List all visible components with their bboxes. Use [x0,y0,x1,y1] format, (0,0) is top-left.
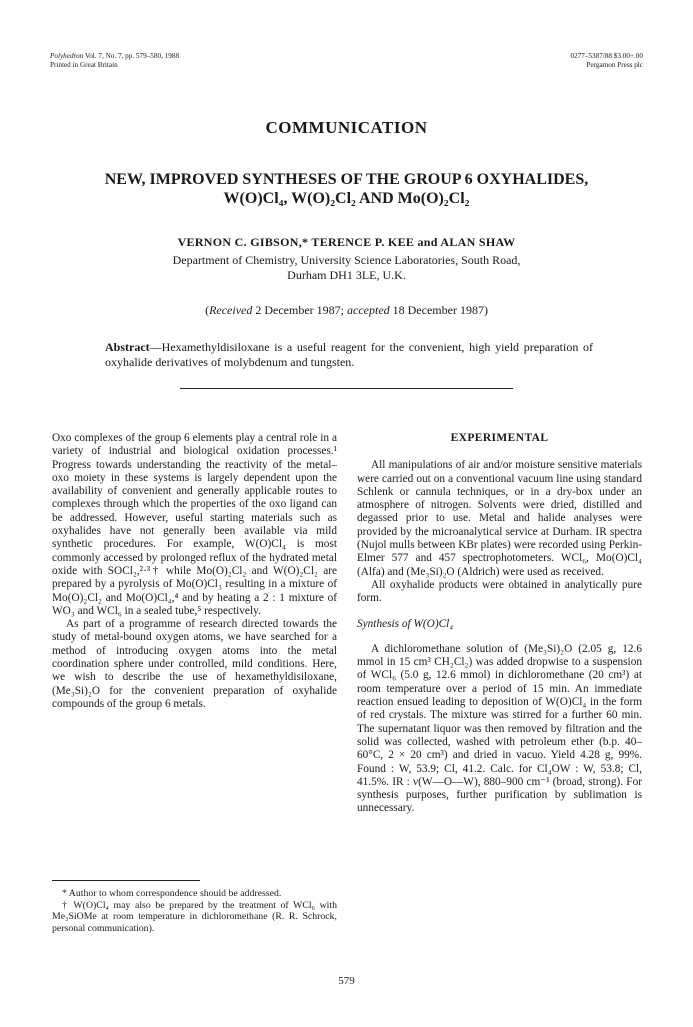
received-dates: (Received 2 December 1987; accepted 18 December 1987) [205,303,488,317]
article-type: COMMUNICATION [265,118,428,137]
intro-paragraph-2: As part of a programme of research directed towards the study of metal-bound oxygen atoms, we have searched for a method of introducing oxygen atoms into the metal coordination sphere under controlled, mild conditions. Here, we wish to describe the use of hexamethyldisiloxane, (Me₃Si)₂O for the convenient preparation of oxyhalide compounds of the group 6 metals. [52,618,337,710]
abstract-label: Abstract [105,340,150,354]
abstract [105,340,593,370]
printed-in: Printed in Great Britain [50,60,118,69]
experimental-paragraph-2: All oxyhalide products were obtained in analytically pure form. [357,578,642,605]
issn-price: 0277–5387/88 $3.00+.00 [570,52,643,60]
footnote-divider [52,880,200,881]
affiliation-line-2: Durham DH1 3LE, U.K. [287,268,406,282]
article-title [0,170,693,208]
synthesis-paragraph: A dichloromethane solution of (Me₃Si)₂O (2.05 g, 12.6 mmol in 15 cm³ CH₂Cl₂) was added dropwise to a suspension of WCl₆ (5.0 g, 12.6 mmol) in dichloromethane (20 cm³) at room temperature over a period of 15 min. An immediate reaction ensued leading to deposition of W(O)Cl₄ in the form of red crystals. The mixture was stirred for a further 60 min. The supernatant liquor was then removed by filtration and the solid was collected, washed with petroleum ether (b.p. 40–60°C, 2 × 20 cm³) and dried in vacuo. Yield 4.28 g, 99%. Found : W, 53.9; Cl, 41.2. Calc. for Cl₄OW : W, 53.8; Cl, 41.5%. IR : ν(W—O—W), 880–900 cm⁻¹ (broad, strong). For synthesis purposes, further purification by sublimation is unnecessary. [357,642,642,815]
footnotes [52,888,337,934]
affiliation [0,253,693,283]
accepted-label: accepted [347,303,390,317]
abstract-text: —Hexamethyldisiloxane is a useful reagent for the convenient, high yield preparation of oxyhalide derivatives of molybdenum and tungsten. [105,340,593,369]
title-line-1: NEW, IMPROVED SYNTHESES OF THE GROUP 6 OXYHALIDES, [104,171,589,188]
right-column [357,432,642,816]
title-line-2: W(O)Cl₄, W(O)₂Cl₂ AND Mo(O)₂Cl₂ [223,190,470,207]
abstract-divider [180,388,513,389]
footnote-dagger: † W(O)Cl₄ may also be prepared by the treatment of WCl₆ with Me₃SiOMe at room temperature in dichloromethane (R. R. Schrock, personal communication). [52,899,337,934]
received-label: Received [209,303,253,317]
affiliation-line-1: Department of Chemistry, University Science Laboratories, South Road, [172,253,521,267]
publisher: Pergamon Press plc [586,60,643,69]
page-number: 579 [338,975,355,987]
intro-paragraph-1: Oxo complexes of the group 6 elements play a central role in a variety of industrial and biological oxidation processes.¹ Progress towards understanding the reactivity of the metal–oxo moiety in these systems is largely dependent upon the availability of convenient and generally applicable routes to complexes through which the properties of the oxo ligand can be addressed. However, useful starting materials such as oxyhalides have not generally been available via mild synthetic procedures. For example, W(O)Cl₄ is most commonly accessed by prolonged reflux of the hydrated metal oxide with SOCl₂,²·³† while Mo(O)₂Cl₂ and W(O)₂Cl₂ are prepared by a pyrolysis of Mo(O)Cl₃ resulting in a mixture of Mo(O)₂Cl₂ and Mo(O)Cl₄,⁴ and by heating a 2 : 1 mixture of WO₃ and WCl₆ in a sealed tube,⁵ respectively. [52,432,337,617]
subsection-heading-synthesis: Synthesis of W(O)Cl₄ [357,617,454,630]
received-date: 2 December 1987; [252,303,347,317]
section-heading-experimental: EXPERIMENTAL [450,432,549,444]
journal-name: Polyhedron [50,52,84,60]
experimental-paragraph-1: All manipulations of air and/or moisture sensitive materials were carried out on a conventional vacuum line using standard Schlenk or cannula techniques, or in a dry-box under an atmosphere of nitrogen. Solvents were dried, distilled and degassed prior to use. Metal and halide analyses were provided by the microanalytical service at Durham. IR spectra (Nujol mulls between KBr plates) were recorded using Perkin-Elmer 577 and 457 spectrophotometers. WCl₆, Mo(O)Cl₄ (Alfa) and (Me₃Si)₂O (Aldrich) were used as received. [357,459,642,578]
left-column [52,432,337,711]
accepted-date: 18 December 1987) [389,303,488,317]
journal-header-left [50,52,179,69]
subsection-compound: W(O)Cl₄ [413,617,454,630]
author-list: VERNON C. GIBSON,* TERENCE P. KEE and ALAN SHAW [177,235,516,249]
journal-volume: Vol. 7, No. 7, pp. 579–580, 1988 [84,52,180,60]
footnote-author: * Author to whom correspondence should be addressed. [62,888,282,899]
journal-header-right [570,52,643,69]
